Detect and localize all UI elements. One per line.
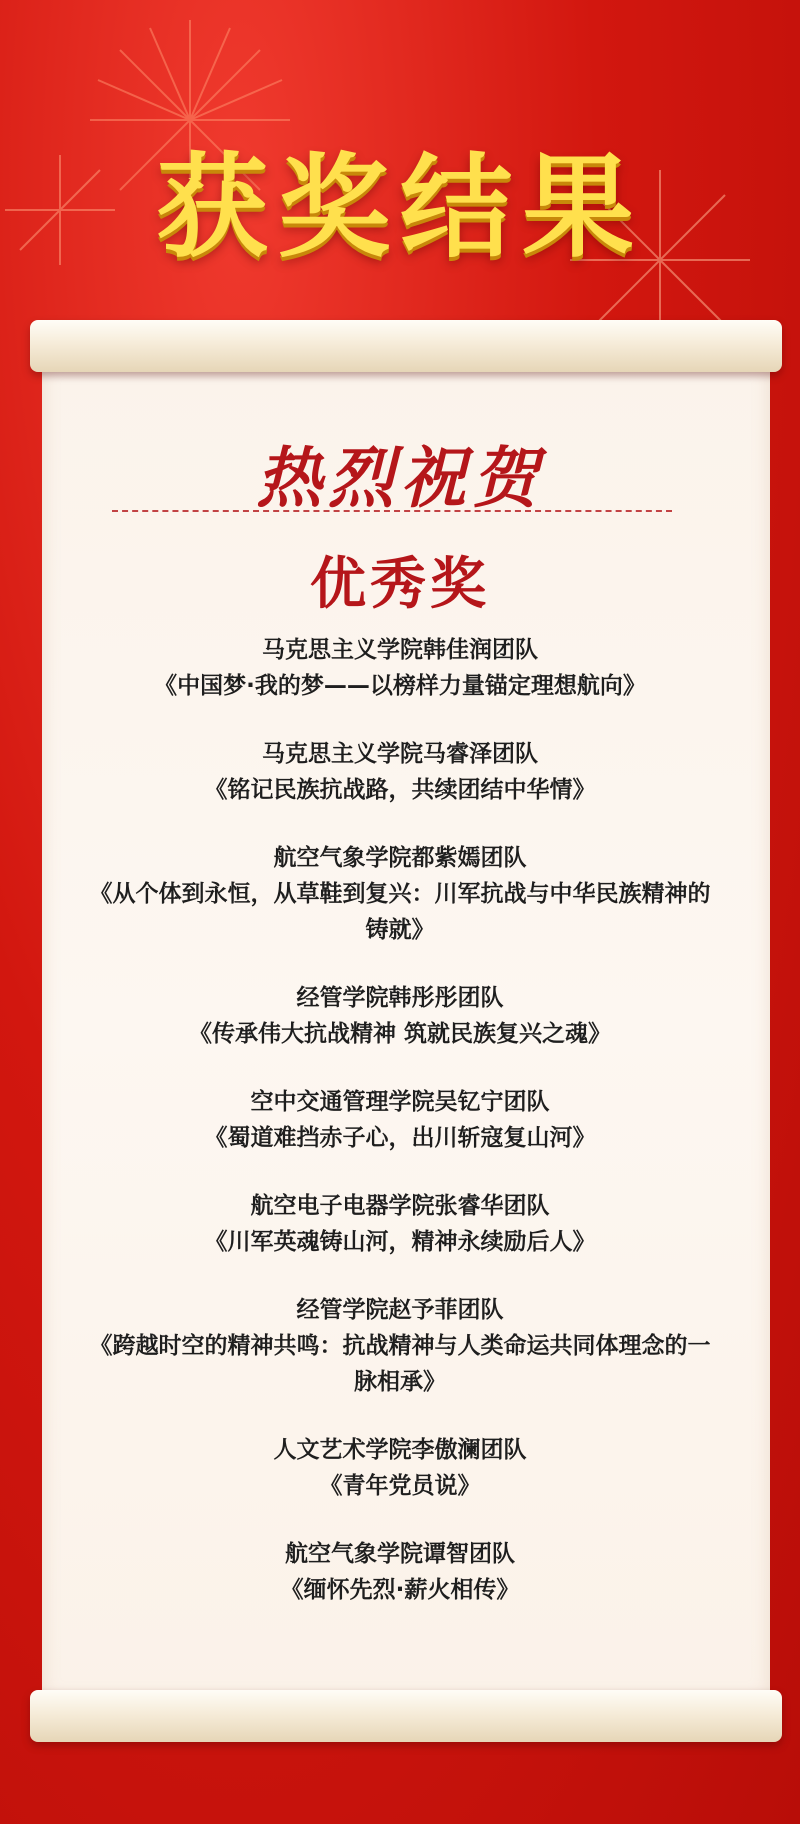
award-title: 优秀奖 [310,551,490,617]
team-name: 经管学院赵予菲团队 [296,1297,504,1323]
winners-list [80,632,720,1640]
team-name: 航空气象学院都紫嫣团队 [273,845,527,871]
work-title: 《传承伟大抗战精神 筑就民族复兴之魂》 [188,1021,611,1047]
list-item [80,840,720,948]
team-name: 航空电子电器学院张睿华团队 [250,1193,550,1219]
work-title: 《中国梦·我的梦——以榜样力量锚定理想航向》 [154,673,646,699]
list-item [80,1536,720,1608]
team-name: 航空气象学院谭智团队 [285,1541,515,1567]
team-name: 马克思主义学院韩佳润团队 [262,637,538,663]
work-title: 《跨越时空的精神共鸣：抗战精神与人类命运共同体理念的一脉相承》 [89,1333,711,1395]
dashed-divider [112,510,672,512]
work-title: 《川军英魂铸山河，精神永续励后人》 [204,1229,596,1255]
work-title: 《青年党员说》 [319,1473,481,1499]
team-name: 马克思主义学院马睿泽团队 [262,741,538,767]
list-item [80,980,720,1052]
work-title: 《从个体到永恒，从草鞋到复兴：川军抗战与中华民族精神的铸就》 [89,881,711,943]
list-item [80,1084,720,1156]
team-name: 经管学院韩彤彤团队 [296,985,504,1011]
list-item [80,1292,720,1400]
work-title: 《蜀道难挡赤子心，出川斩寇复山河》 [204,1125,596,1151]
work-title: 《铭记民族抗战路，共续团结中华情》 [204,777,596,803]
work-title: 《缅怀先烈·薪火相传》 [280,1577,520,1603]
team-name: 人文艺术学院李傲澜团队 [273,1437,527,1463]
scroll-top-roll [30,320,782,372]
list-item [80,1432,720,1504]
congrats-heading: 热烈祝贺 [256,439,544,517]
page-title: 获奖结果 [156,143,644,273]
list-item [80,632,720,704]
team-name: 空中交通管理学院吴钇宁团队 [250,1089,550,1115]
list-item [80,1188,720,1260]
list-item [80,736,720,808]
scroll-bottom-roll [30,1690,782,1742]
